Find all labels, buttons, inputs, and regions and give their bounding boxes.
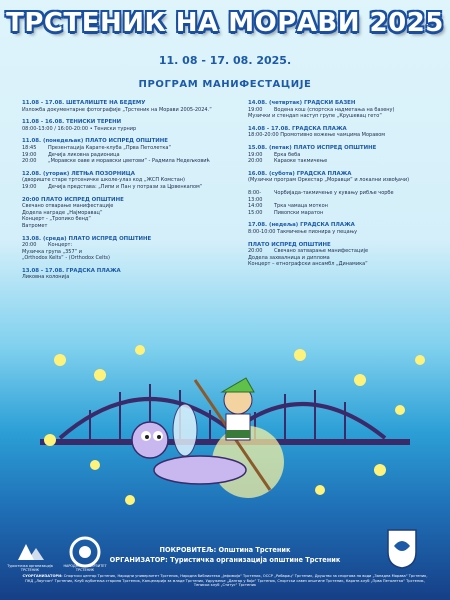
- program-entry: [248, 158, 438, 165]
- program-block-heading: 15.08. (петак) ПЛАТО ИСПРЕД ОПШТИНЕ: [248, 144, 377, 151]
- program-block: [248, 190, 438, 216]
- program-block-heading: 17.08. (недеља) ГРАДСКА ПЛАЖА: [248, 222, 355, 229]
- program-block-heading: 12.08. (уторак) ЛЕТЊА ПОЗОРНИЦА: [22, 170, 135, 177]
- program-entry: [22, 223, 227, 230]
- program-block: [248, 100, 438, 120]
- program-entry-text: Изложба документарне фотографије „Трстеник на Морави 2005-2024.“: [22, 106, 212, 113]
- program-entry-time: 19:00: [248, 106, 263, 113]
- program-entry: [248, 210, 438, 217]
- program-left-column: [22, 100, 227, 287]
- program-entry-time: 19:00: [248, 151, 263, 158]
- program-entry-time: 18:45: [22, 144, 37, 151]
- coorganizers-text: [18, 574, 432, 588]
- program-entry-text: 08:00-13:00 / 16:00-20:00 • Тениски турнир: [22, 125, 137, 132]
- program-entry-text: Додела захвалница и диплома: [248, 254, 330, 261]
- program-entry-text: „Моравске оаве и моравски цветови“ - Радмила Недељковић: [48, 158, 210, 165]
- program-entry-time: 8:00-13:00: [248, 189, 263, 203]
- program-entry-text: 18:00-20:00 Промотивно вожење чамцима Моравом: [248, 132, 386, 139]
- program-entry-text: Водена кош (спортска надметања на базену): [274, 106, 395, 113]
- program-entry: [22, 242, 227, 249]
- program-block-heading: 20:00 ПЛАТО ИСПРЕД ОПШТИНЕ: [22, 196, 124, 203]
- program-entry: [248, 132, 438, 139]
- coorganizers-list: Спортски центар Трстеник, Народни универзитет Трстеник, Народна библиотека „Јефимија“ Трстеник, ОССР „Рибарац“ Трстеник, Друштво за спортова на води „Западна Морава“ Трстеник, ПКД „Лаугсон“ Трстеник, Клуб љубитеља старина Трстеник, Канцеларија за младе Трстеник, Удружење „Дангар у боји“ Трстеник, Спортски савез општине Трстеник, Карате-клуб „Прва Петолетка“ Трстеник, Тениски клуб „Статус“ Трстеник: [25, 574, 428, 588]
- people-university-label: НАРОДНИ УНИВЕРЗИТЕТ ТРСТЕНИК: [63, 564, 107, 572]
- program-right-column: [248, 100, 438, 274]
- program-entry-text: Презентација Карате-клуба „Прва Петолетка“: [48, 144, 172, 151]
- program-entry: [248, 248, 438, 255]
- program-block-heading: 11.08 - 16.08. ТЕНИСКИ ТЕРЕНИ: [22, 119, 122, 126]
- bridge-illustration: [40, 384, 410, 442]
- program-entry: [248, 107, 438, 114]
- program-entry: [22, 145, 227, 152]
- program-block-heading: 16.08. (субота) ГРАДСКА ПЛАЖА: [248, 170, 352, 177]
- program-block-heading: 11.08. (понедељак) ПЛАТО ИСПРЕД ОПШТИНЕ: [22, 138, 168, 145]
- program-entry: [248, 152, 438, 159]
- program-entry: [22, 184, 227, 191]
- program-entry-text: Чорбијада-такмичење у кувању рибље чорбе: [274, 189, 394, 196]
- program-entry-time: 20:00: [22, 158, 37, 165]
- program-entry-time: 20:00: [248, 158, 263, 165]
- program-entry: [248, 177, 438, 184]
- program-entry-text: Свечано отварање манифестације: [22, 203, 114, 210]
- program-entry-text: Ликовна колонија: [22, 274, 70, 281]
- program-block: [22, 236, 227, 262]
- program-block-heading: ПЛАТО ИСПРЕД ОПШТИНЕ: [248, 241, 331, 248]
- program-block: [248, 222, 438, 235]
- coorganizers-label: СУОРГАНИЗАТОРИ:: [22, 574, 63, 578]
- program-block-heading: 14.08. (четвртак) ГРАДСКИ БАЗЕН: [248, 100, 356, 106]
- program-entry-time: 19:00: [22, 151, 37, 158]
- program-entry-text: Концерт - „Тропико бенд“: [22, 216, 91, 223]
- program-block-heading: 13.08 - 17.08. ГРАДСКА ПЛАЖА: [22, 267, 121, 274]
- program-entry: [248, 203, 438, 210]
- program-block: [22, 100, 227, 113]
- program-entry: [22, 107, 227, 114]
- program-block: [22, 138, 227, 164]
- program-entry: [22, 203, 227, 210]
- program-entry-text: Трка чамаца моткон: [274, 203, 328, 210]
- program-entry: [22, 158, 227, 165]
- poster-footer: [0, 512, 450, 600]
- program-entry: [22, 274, 227, 281]
- program-entry-text: Дечија представа: „Пипи и Пан у потрази за Црвенкапом“: [48, 183, 203, 190]
- program-block: [248, 145, 438, 165]
- program-entry: [22, 255, 227, 262]
- program-entry-text: Ерка беба: [274, 151, 301, 158]
- program-entry-text: Музичка група „357“ и: [22, 248, 83, 255]
- program-entry: [22, 249, 227, 256]
- program-block: [248, 171, 438, 184]
- program-entry-text: Свечано затварање манифестације: [274, 248, 369, 255]
- program-entry-time: 20:00: [248, 248, 263, 255]
- program-entry-text: Дечија ликовна радионица: [48, 151, 120, 158]
- program-entry-text: Концерт:: [48, 242, 73, 249]
- program-block-heading: 14.08 - 17.08. ГРАДСКА ПЛАЖА: [248, 125, 347, 132]
- program-entry-text: „Orthodox Kelts“ - (Orthodox Celts): [22, 255, 110, 262]
- program-block-heading: 13.08. (среда) ПЛАТО ИСПРЕД ОПШТИНЕ: [22, 235, 152, 242]
- program-entry-time: 15:00: [248, 209, 263, 216]
- program-entry: [248, 113, 438, 120]
- program-entry: [248, 229, 438, 236]
- program-entry-text: 8:00-10:00 Такмичење пионира у пецању: [248, 228, 358, 235]
- program-entry: [248, 190, 438, 203]
- tourist-organization-label: Туристичка организација ТРСТЕНИК: [7, 564, 53, 572]
- program-block: [22, 197, 227, 230]
- program-entry: [22, 216, 227, 223]
- program-block-heading: 11.08 - 17.08. ШЕТАЛИШТЕ НА БЕДЕМУ: [22, 100, 146, 106]
- program-block: [22, 119, 227, 132]
- program-block: [22, 171, 227, 191]
- program-entry-text: Ватромет: [22, 222, 48, 229]
- program-entry-text: Пивопски маратон: [274, 209, 324, 216]
- patron-line: ПОКРОВИТЕЉ: Општина Трстеник: [159, 546, 291, 554]
- program-entry: [22, 210, 227, 217]
- program-entry-time: 20:00: [22, 242, 37, 249]
- program-entry-text: Музички и стендап наступ групе „Крушевац гето“: [248, 113, 382, 120]
- organizer-line: ОРГАНИЗАТОР: Туристичка организација општине Трстеник: [109, 556, 341, 564]
- program-entry: [22, 177, 227, 184]
- event-dates: 11. 08 - 17. 08. 2025.: [158, 54, 292, 67]
- program-entry-text: Концерт – етнографски ансамбл „Динамика“: [248, 261, 368, 268]
- program-entry: [248, 255, 438, 262]
- program-block: [22, 268, 227, 281]
- program-block: [248, 242, 438, 268]
- program-entry: [22, 126, 227, 133]
- program-entry-text: (Музички програм Оркестар „Моравци“ и локални извођачи): [248, 177, 410, 184]
- program-entry-text: (двориште старе тртсеничке школе-улаз код „ЖСП Комстан): [22, 177, 186, 184]
- program-entry-time: 14:00: [248, 203, 263, 210]
- program-entry-text: Караоке такмичење: [274, 158, 328, 165]
- program-subtitle: ПРОГРАМ МАНИФЕСТАЦИЈЕ: [138, 79, 312, 90]
- program-entry: [248, 261, 438, 268]
- program-entry-text: Додела награде „Најморавац“: [22, 209, 103, 216]
- page-title: ТРСТЕНИК НА МОРАВИ 2025: [6, 8, 444, 38]
- program-block: [248, 126, 438, 139]
- program-entry-time: 19:00: [22, 183, 37, 190]
- festival-illustration: [0, 320, 450, 520]
